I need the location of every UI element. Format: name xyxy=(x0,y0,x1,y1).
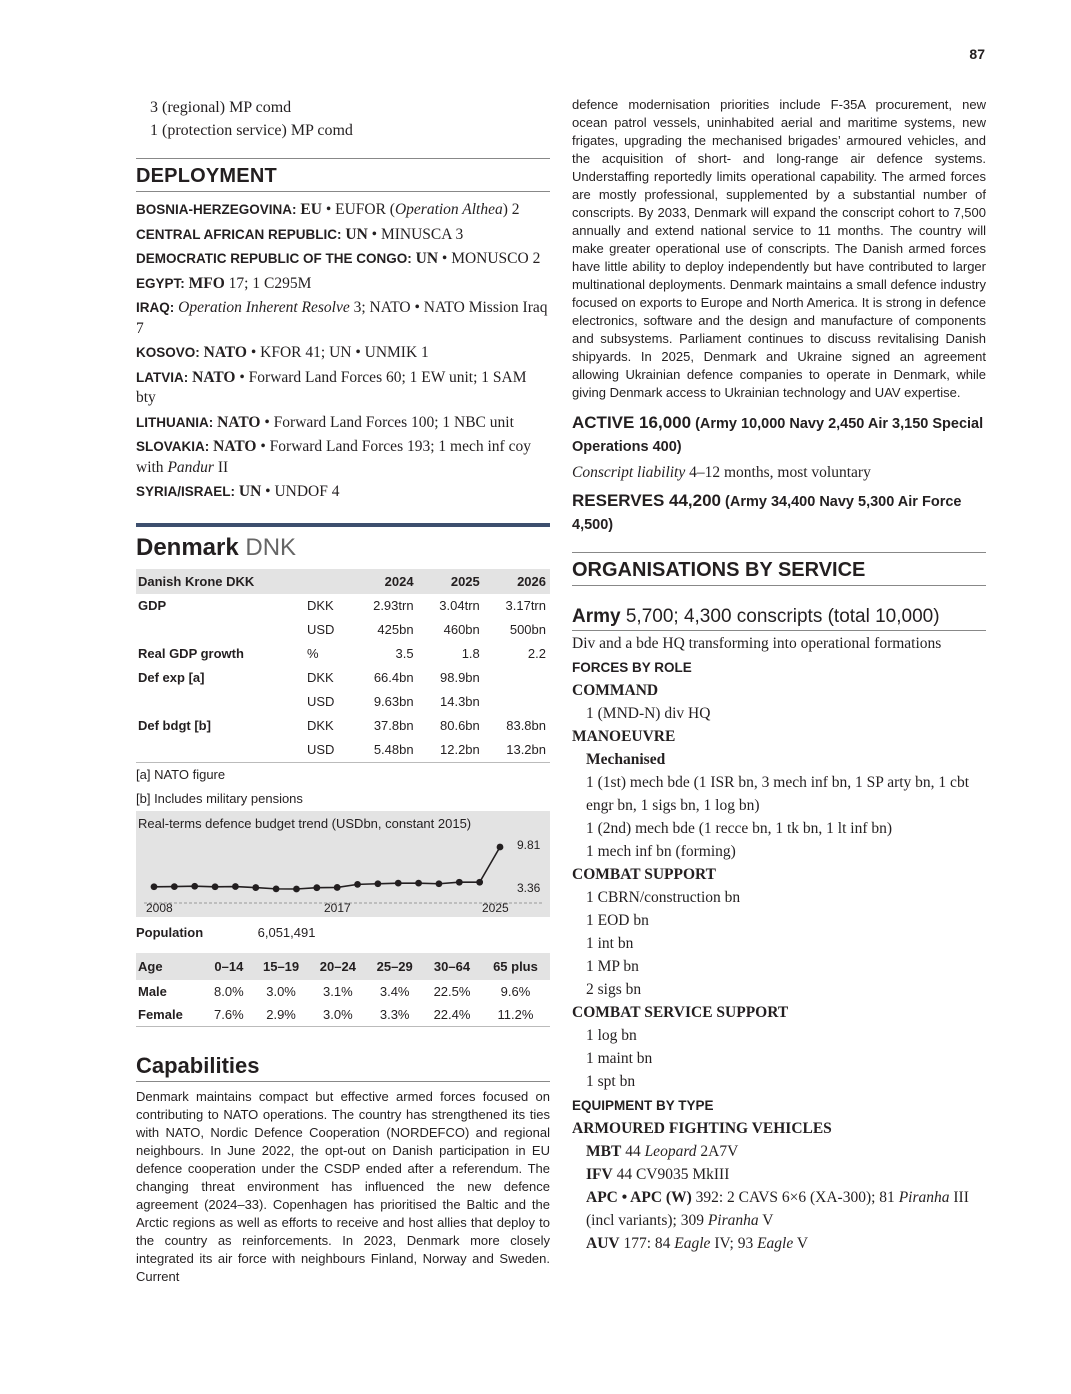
budget-trend-chart xyxy=(136,811,550,917)
econ-cell: Def exp [a] xyxy=(138,670,205,685)
mechanised-unit: 1 (1st) mech bde (1 ISR bn, 3 mech inf bn, 1 SP arty bn, 1 cbt engr bn, 1 sigs bn, 1 log bn) xyxy=(586,774,969,814)
deployment-org: NATO xyxy=(192,368,236,386)
age-header-cell: 0–14 xyxy=(205,953,253,980)
combat-service-support-heading: COMBAT SERVICE SUPPORT xyxy=(572,1004,789,1021)
deployment-entry xyxy=(136,225,550,246)
age-header-cell: 30–64 xyxy=(423,953,481,980)
mechanised-unit: 1 (2nd) mech bde (1 recce bn, 1 tk bn, 1 lt inf bn) xyxy=(586,820,893,837)
combat-support-unit: 1 MP bn xyxy=(586,958,639,975)
deployment-detail: • Forward Land Forces 60; 1 EW unit; 1 SAM bty xyxy=(136,368,527,406)
econ-cell: 37.8bn xyxy=(373,718,414,733)
econ-cell: % xyxy=(306,646,319,661)
data-point xyxy=(456,878,463,885)
auv-text: V xyxy=(793,1235,809,1252)
econ-cell: GDP xyxy=(138,598,167,613)
mp-comd-line: 3 (regional) MP comd xyxy=(150,99,292,116)
econ-cell: 425bn xyxy=(377,622,414,637)
conscript-label: Conscript liability xyxy=(572,464,686,481)
apc-text: III (incl variants); 309 xyxy=(586,1189,969,1229)
army-name: Army xyxy=(572,606,621,627)
econ-cell xyxy=(136,738,303,763)
series-line xyxy=(154,847,500,889)
econ-cell: 13.2bn xyxy=(484,738,550,763)
min-value-label: 3.36 xyxy=(517,880,541,895)
army-heading xyxy=(572,604,986,631)
chart-title: Real-terms defence budget trend (USDbn, constant 2015) xyxy=(138,815,472,831)
age-header-cell: 25–29 xyxy=(366,953,423,980)
active-breakdown: (Army 10,000 Navy 2,450 Air 3,150 Special Operations 400) xyxy=(572,416,984,455)
deployment-country: LITHUANIA: xyxy=(136,414,214,430)
combat-service-support-unit: 1 log bn xyxy=(586,1027,637,1044)
mbt-count: 44 xyxy=(621,1143,645,1160)
econ-cell: Real GDP growth xyxy=(138,646,244,661)
deployment-operation: Operation Althea xyxy=(394,201,503,218)
population-label: Population xyxy=(136,924,204,940)
deployment-org: MFO xyxy=(188,274,225,292)
manoeuvre-heading: MANOEUVRE xyxy=(572,728,676,745)
data-point xyxy=(415,879,422,886)
x-tick-label: 2025 xyxy=(482,900,509,915)
econ-cell: USD xyxy=(303,738,351,763)
mbt-label: MBT xyxy=(586,1143,622,1160)
deployment-org: UN xyxy=(238,483,262,500)
data-point xyxy=(354,880,361,887)
auv-line xyxy=(572,1232,986,1255)
x-tick-label: 2008 xyxy=(146,900,173,915)
data-point xyxy=(232,883,239,890)
deployment-operation: Pandur xyxy=(167,458,214,476)
deployment-country: EGYPT: xyxy=(136,275,185,291)
auv-text: IV; 93 xyxy=(710,1235,758,1252)
active-total: ACTIVE 16,000 xyxy=(572,413,692,432)
data-point xyxy=(313,884,320,891)
country-divider xyxy=(136,523,550,527)
apc-model: Piranha xyxy=(898,1189,950,1206)
mbt-model: Leopard xyxy=(644,1143,697,1160)
data-point xyxy=(212,883,219,890)
deployment-org: NATO xyxy=(213,438,257,455)
econ-cell xyxy=(484,666,550,690)
data-point xyxy=(171,883,178,890)
deployment-country: DEMOCRATIC REPUBLIC OF THE CONGO: xyxy=(136,251,412,266)
data-point xyxy=(497,843,504,850)
age-table xyxy=(136,953,550,1027)
econ-cell: 2.93trn xyxy=(373,598,414,613)
deployment-country: SLOVAKIA: xyxy=(136,439,210,454)
apc-line xyxy=(572,1186,986,1232)
deployment-entry xyxy=(136,368,550,409)
deployment-country: IRAQ: xyxy=(136,300,175,315)
age-row xyxy=(136,1003,550,1027)
deployment-entry xyxy=(136,274,550,295)
deployment-org: EU xyxy=(300,201,322,218)
age-cell: 3.1% xyxy=(323,983,353,999)
deployment-country: SYRIA/ISRAEL: xyxy=(136,484,236,499)
econ-cell: 83.8bn xyxy=(506,718,546,733)
econ-cell: 1.8 xyxy=(461,646,480,661)
reserves-breakdown: (Army 34,400 Navy 5,300 Air Force 4,500) xyxy=(572,494,962,533)
deployment-org: NATO xyxy=(217,413,261,431)
combat-support-heading: COMBAT SUPPORT xyxy=(572,866,716,883)
data-point xyxy=(191,882,198,889)
deployment-detail: II xyxy=(213,458,229,476)
reserves-total: RESERVES 44,200 xyxy=(572,491,721,510)
deployment-detail: • KFOR 41; UN • UNMIK 1 xyxy=(247,344,429,361)
age-cell: Female xyxy=(136,1003,205,1027)
age-cell: 22.4% xyxy=(423,1003,481,1027)
deployment-detail: • Forward Land Forces 100; 1 NBC unit xyxy=(260,413,514,431)
data-point xyxy=(436,880,443,887)
mbt-variant: 2A7V xyxy=(696,1143,739,1160)
age-cell: 3.0% xyxy=(309,1003,366,1027)
econ-row xyxy=(136,738,550,763)
econ-cell: 500bn xyxy=(509,622,546,637)
econ-cell: 80.6bn xyxy=(440,718,480,733)
age-row xyxy=(136,980,550,1003)
data-point xyxy=(395,879,402,886)
data-point xyxy=(476,878,483,885)
mechanised-unit: 1 mech inf bn (forming) xyxy=(586,843,736,860)
age-cell: 7.6% xyxy=(205,1003,253,1027)
age-cell: 3.3% xyxy=(366,1003,423,1027)
deployment-entry xyxy=(136,343,550,364)
combat-support-unit: 1 int bn xyxy=(586,935,634,952)
deployment-country: KOSOVO: xyxy=(136,345,200,360)
age-cell: 9.6% xyxy=(500,983,531,999)
data-point xyxy=(252,884,259,891)
econ-row xyxy=(136,594,550,618)
deployment-country: LATVIA: xyxy=(136,369,189,385)
deployment-detail: • MINUSCA 3 xyxy=(367,225,464,243)
combat-service-support-unit: 1 spt bn xyxy=(586,1073,636,1090)
age-cell: 11.2% xyxy=(481,1003,550,1027)
deployment-detail: • Forward Land Forces 193; 1 mech inf coy with xyxy=(136,438,531,476)
auv-model: Eagle xyxy=(757,1235,794,1252)
capabilities-text: Denmark maintains compact but effective armed forces focused on contributing to NATO operations. The country has strengthened its ties with NATO, Nordic Defence Cooperation (NORDEFCO) and regional neighbours. In June 2022, the opt-out on Danish participation in EU defence cooperation under the CSDP ended after a referendum. The changing threat environment has influenced the new defence agreement (2024–33). Copenhagen has prioritised the Baltic and the Arctic regions as well as efforts to receive and host allies that deploy to the country as reinforcements. In 2023, Denmark more closely integrated its air force with neighbours Finland, Norway and Sweden. Current xyxy=(136,1088,550,1284)
econ-row xyxy=(136,714,550,738)
reserves xyxy=(572,490,986,536)
apc-text: 392: 2 CAVS 6×6 (XA-300); 81 xyxy=(691,1189,899,1206)
capabilities-text-continued: defence modernisation priorities include F-35A procurement, new ocean patrol vessels, uninhabited aerial and maritime systems, new frigates, upgrading the mechanised brigades’ armoured vehicles, and the acquisition of short- and long-range air defence systems. Understaffing reportedly limits operational capability. The armed forces are mostly professional, supplemented by a substantial number of conscripts. By 2033, Denmark will expand the conscript cohort to 7,500 annually and extend national service to 11 months. The country will make greater operational use of conscripts. The Danish armed forces have little ability to deploy independently but have contributed to larger multinational deployments. Denmark maintains a small defence industry focused on exports to Europe and North America. It is strong in defence electronics, software and the design and manufacture of components and subsystems. Parliament continues to discuss revitalising Danish shipyards. In 2025, Denmark and Ukraine signed an agreement allowing Ukrainian defence companies to operate in Denmark, while giving Denmark access to Ukrainian technology and UAV expertise. xyxy=(572,97,986,400)
deployment-entry xyxy=(136,200,550,221)
auv-text: 177: 84 xyxy=(619,1235,675,1252)
age-cell: 3.4% xyxy=(379,983,410,999)
deployment-entry xyxy=(136,437,550,478)
data-point xyxy=(151,883,158,890)
ifv-line xyxy=(572,1163,986,1186)
econ-row xyxy=(136,666,550,690)
country-name: Denmark xyxy=(136,533,239,561)
command-heading: COMMAND xyxy=(572,682,659,699)
deployment-org: UN xyxy=(415,250,439,267)
age-header-cell: 15–19 xyxy=(253,953,310,980)
capabilities-heading: Capabilities xyxy=(136,1051,550,1082)
max-value-label: 9.81 xyxy=(517,837,541,852)
org-by-service-heading: ORGANISATIONS BY SERVICE xyxy=(572,552,986,586)
conscript-liability xyxy=(572,462,986,484)
deployment-entry xyxy=(136,249,550,270)
command-unit: 1 (MND-N) div HQ xyxy=(586,705,711,722)
econ-header-cell: Danish Krone DKK xyxy=(136,569,303,594)
auv-label: AUV xyxy=(586,1235,620,1252)
data-point xyxy=(273,885,280,892)
econ-header-cell xyxy=(303,569,351,594)
page-number: 87 xyxy=(969,46,985,62)
combat-support-unit: 1 CBRN/construction bn xyxy=(586,889,741,906)
econ-cell: 3.04trn xyxy=(439,598,480,613)
econ-cell: 460bn xyxy=(443,622,480,637)
deployment-detail: ) 2 xyxy=(502,201,520,218)
ifv-detail: 44 CV9035 MkIII xyxy=(612,1166,730,1183)
right-column xyxy=(572,96,986,1255)
age-cell: Male xyxy=(138,983,167,999)
ifv-label: IFV xyxy=(586,1166,613,1183)
econ-cell: 9.63bn xyxy=(373,694,414,709)
econ-cell: 5.48bn xyxy=(351,738,417,763)
deployment-entry xyxy=(136,482,550,503)
table-note: [b] Includes military pensions xyxy=(136,790,303,806)
forces-by-role-heading: FORCES BY ROLE xyxy=(572,660,692,675)
apc-text: V xyxy=(758,1212,774,1229)
equipment-by-type-heading: EQUIPMENT BY TYPE xyxy=(572,1098,714,1113)
deployment-operation: Operation Inherent Resolve xyxy=(178,299,350,316)
age-header-cell: Age xyxy=(136,953,205,980)
mechanised-heading: Mechanised xyxy=(586,751,666,768)
econ-cell: Def bdgt [b] xyxy=(138,718,211,733)
econ-header-cell: 2025 xyxy=(418,569,484,594)
deployment-detail: • EUFOR ( xyxy=(321,201,395,218)
econ-cell: USD xyxy=(306,622,335,637)
economic-table xyxy=(136,569,550,763)
age-header-cell: 20–24 xyxy=(309,953,366,980)
deployment-country: BOSNIA-HERZEGOVINA: xyxy=(136,202,297,217)
deployment-entry xyxy=(136,298,550,339)
econ-header-cell: 2024 xyxy=(351,569,417,594)
econ-cell: 12.2bn xyxy=(418,738,484,763)
conscript-detail: 4–12 months, most voluntary xyxy=(685,464,871,481)
deployment-detail: 17; 1 C295M xyxy=(224,274,312,292)
x-tick-label: 2017 xyxy=(324,900,351,915)
combat-support-unit: 1 EOD bn xyxy=(586,912,649,929)
data-point xyxy=(293,885,300,892)
population-value: 6,051,491 xyxy=(257,924,316,940)
deployment-org: NATO xyxy=(203,344,247,361)
auv-model: Eagle xyxy=(674,1235,711,1252)
left-column xyxy=(136,96,550,1286)
econ-row xyxy=(136,690,550,714)
deployment-org: UN xyxy=(345,225,368,243)
deployment-detail: • UNDOF 4 xyxy=(261,483,340,500)
deployment-list xyxy=(136,200,550,503)
country-title xyxy=(136,531,550,565)
army-description: Div and a bde HQ transforming into operational formations xyxy=(572,635,942,652)
deployment-detail: 3; NATO • NATO Mission Iraq 7 xyxy=(136,299,548,337)
age-cell: 8.0% xyxy=(214,983,244,999)
econ-cell: 3.17trn xyxy=(505,598,546,613)
econ-row xyxy=(136,618,550,642)
combat-support-unit: 2 sigs bn xyxy=(586,981,642,998)
econ-cell: DKK xyxy=(306,598,334,613)
age-cell: 3.0% xyxy=(266,983,296,999)
deployment-detail: • MONUSCO 2 xyxy=(438,250,541,267)
country-code: DNK xyxy=(245,533,297,561)
chart-plot xyxy=(136,811,550,917)
data-point xyxy=(374,880,381,887)
data-point xyxy=(334,884,341,891)
age-cell: 22.5% xyxy=(433,983,471,999)
army-strength: 5,700; 4,300 conscripts (total 10,000) xyxy=(620,606,940,627)
active-personnel xyxy=(572,412,986,458)
econ-cell: 2.2 xyxy=(527,646,546,661)
table-note: [a] NATO figure xyxy=(136,766,226,782)
apc-model: Piranha xyxy=(707,1212,759,1229)
mp-comd-line: 1 (protection service) MP comd xyxy=(150,122,353,139)
combat-service-support-unit: 1 maint bn xyxy=(586,1050,653,1067)
deployment-entry xyxy=(136,413,550,434)
econ-cell: USD xyxy=(306,694,335,709)
econ-row xyxy=(136,642,550,666)
econ-cell: DKK xyxy=(306,670,334,685)
econ-cell: 66.4bn xyxy=(373,670,414,685)
econ-cell: 3.5 xyxy=(395,646,414,661)
afv-heading: ARMOURED FIGHTING VEHICLES xyxy=(572,1120,832,1137)
age-cell: 2.9% xyxy=(253,1003,310,1027)
econ-cell xyxy=(484,690,550,714)
econ-cell xyxy=(136,618,303,642)
econ-cell xyxy=(136,690,303,714)
econ-cell: DKK xyxy=(306,718,334,733)
deployment-heading: DEPLOYMENT xyxy=(136,158,550,192)
age-header-cell: 65 plus xyxy=(481,953,550,980)
deployment-country: CENTRAL AFRICAN REPUBLIC: xyxy=(136,226,342,242)
econ-cell: 14.3bn xyxy=(440,694,480,709)
population-row xyxy=(136,925,550,947)
mbt-line xyxy=(572,1140,986,1163)
econ-header-cell: 2026 xyxy=(484,569,550,594)
econ-cell: 98.9bn xyxy=(440,670,480,685)
apc-label: APC • APC (W) xyxy=(586,1189,692,1206)
